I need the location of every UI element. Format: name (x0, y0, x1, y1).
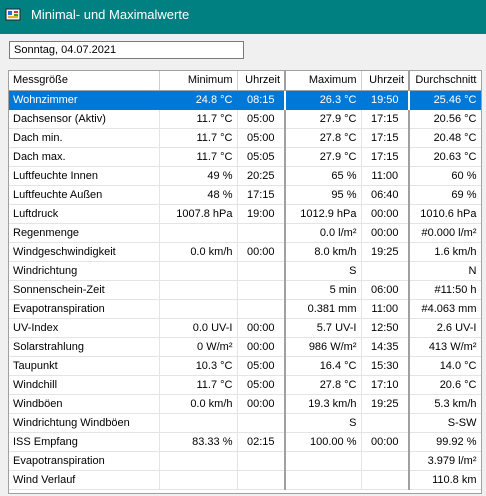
average-value: #11:50 h (409, 280, 481, 299)
table-row[interactable] (9, 394, 481, 413)
min-value: 49 % (159, 166, 237, 185)
max-value: 27.8 °C (285, 128, 361, 147)
average-value: #4.063 mm (409, 299, 481, 318)
min-value: 10.3 °C (159, 356, 237, 375)
measure-name: Luftfeuchte Innen (9, 166, 159, 185)
measure-name: Dach min. (9, 128, 159, 147)
max-value (285, 470, 361, 489)
max-value: 95 % (285, 185, 361, 204)
min-value: 11.7 °C (159, 109, 237, 128)
min-time: 05:00 (237, 375, 285, 394)
average-value: #0.000 l/m² (409, 223, 481, 242)
table-row[interactable] (9, 375, 481, 394)
max-time (361, 451, 409, 470)
min-time: 05:00 (237, 109, 285, 128)
measure-name: Windchill (9, 375, 159, 394)
table-row[interactable] (9, 318, 481, 337)
measure-name: Dachsensor (Aktiv) (9, 109, 159, 128)
max-value: 26.3 °C (285, 90, 361, 109)
max-time: 17:15 (361, 147, 409, 166)
min-value (159, 261, 237, 280)
table-row[interactable] (9, 280, 481, 299)
column-header-minimum[interactable]: Minimum (159, 71, 237, 90)
average-value: 69 % (409, 185, 481, 204)
table-row[interactable] (9, 185, 481, 204)
max-time: 15:30 (361, 356, 409, 375)
max-time (361, 413, 409, 432)
date-field[interactable]: Sonntag, 04.07.2021 (9, 41, 244, 59)
min-value (159, 413, 237, 432)
column-header-uhrzeit-min[interactable]: Uhrzeit (237, 71, 285, 90)
max-value: 0.0 l/m² (285, 223, 361, 242)
max-value: 100.00 % (285, 432, 361, 451)
min-time: 00:00 (237, 242, 285, 261)
average-value: 413 W/m² (409, 337, 481, 356)
min-time: 20:25 (237, 166, 285, 185)
min-time: 00:00 (237, 394, 285, 413)
max-value: S (285, 261, 361, 280)
average-value: 20.48 °C (409, 128, 481, 147)
min-time: 08:15 (237, 90, 285, 109)
min-time: 00:00 (237, 318, 285, 337)
table-row[interactable] (9, 223, 481, 242)
table-row[interactable] (9, 242, 481, 261)
table-header (9, 71, 481, 90)
min-time: 05:00 (237, 356, 285, 375)
table-row[interactable] (9, 299, 481, 318)
max-time: 06:40 (361, 185, 409, 204)
values-grid (9, 71, 482, 490)
min-time (237, 261, 285, 280)
min-value (159, 280, 237, 299)
max-value: 27.9 °C (285, 147, 361, 166)
table-row[interactable] (9, 432, 481, 451)
min-value: 1007.8 hPa (159, 204, 237, 223)
min-value: 0 W/m² (159, 337, 237, 356)
table-row[interactable] (9, 413, 481, 432)
max-time: 14:35 (361, 337, 409, 356)
measure-name: Luftfeuchte Außen (9, 185, 159, 204)
min-value: 83.33 % (159, 432, 237, 451)
table-row[interactable] (9, 204, 481, 223)
average-value: 110.8 km (409, 470, 481, 489)
max-value: 27.8 °C (285, 375, 361, 394)
min-value: 0.0 UV-I (159, 318, 237, 337)
max-time: 00:00 (361, 204, 409, 223)
average-value: N (409, 261, 481, 280)
min-value: 48 % (159, 185, 237, 204)
average-value: 3.979 l/m² (409, 451, 481, 470)
min-time: 00:00 (237, 337, 285, 356)
max-time: 17:15 (361, 128, 409, 147)
max-value: 16.4 °C (285, 356, 361, 375)
min-time (237, 280, 285, 299)
min-value: 0.0 km/h (159, 242, 237, 261)
average-value: S-SW (409, 413, 481, 432)
measure-name: Evapotranspiration (9, 299, 159, 318)
min-value (159, 451, 237, 470)
max-time (361, 261, 409, 280)
min-time: 19:00 (237, 204, 285, 223)
average-value: 20.63 °C (409, 147, 481, 166)
average-value: 5.3 km/h (409, 394, 481, 413)
max-time: 06:00 (361, 280, 409, 299)
column-header-uhrzeit-max[interactable]: Uhrzeit (361, 71, 409, 90)
min-max-table[interactable] (8, 70, 482, 494)
max-value: 0.381 mm (285, 299, 361, 318)
measure-name: Evapotranspiration (9, 451, 159, 470)
min-value: 11.7 °C (159, 147, 237, 166)
column-header-messgroesse[interactable]: Messgröße (9, 71, 159, 90)
table-row[interactable] (9, 90, 481, 109)
max-time: 19:25 (361, 242, 409, 261)
table-row[interactable] (9, 166, 481, 185)
min-value (159, 299, 237, 318)
min-time: 05:00 (237, 128, 285, 147)
weather-station-icon (5, 6, 22, 23)
average-value: 99.92 % (409, 432, 481, 451)
min-time (237, 299, 285, 318)
measure-name: Windrichtung (9, 261, 159, 280)
measure-name: Sonnenschein-Zeit (9, 280, 159, 299)
average-value: 20.56 °C (409, 109, 481, 128)
measure-name: Windgeschwindigkeit (9, 242, 159, 261)
average-value: 1010.6 hPa (409, 204, 481, 223)
table-row[interactable] (9, 261, 481, 280)
measure-name: Solarstrahlung (9, 337, 159, 356)
min-time (237, 470, 285, 489)
measure-name: Taupunkt (9, 356, 159, 375)
column-header-maximum[interactable]: Maximum (285, 71, 361, 90)
min-time: 05:05 (237, 147, 285, 166)
max-value: 5 min (285, 280, 361, 299)
max-time: 00:00 (361, 432, 409, 451)
table-row[interactable] (9, 451, 481, 470)
max-value: 986 W/m² (285, 337, 361, 356)
measure-name: Wohnzimmer (9, 90, 159, 109)
measure-name: Windböen (9, 394, 159, 413)
min-time (237, 451, 285, 470)
max-time: 11:00 (361, 166, 409, 185)
table-row[interactable] (9, 470, 481, 489)
average-value: 20.6 °C (409, 375, 481, 394)
measure-name: Windrichtung Windböen (9, 413, 159, 432)
min-value: 24.8 °C (159, 90, 237, 109)
measure-name: ISS Empfang (9, 432, 159, 451)
min-time (237, 413, 285, 432)
min-time: 02:15 (237, 432, 285, 451)
max-value (285, 451, 361, 470)
max-time: 17:10 (361, 375, 409, 394)
table-row[interactable] (9, 128, 481, 147)
table-row[interactable] (9, 109, 481, 128)
table-row[interactable] (9, 337, 481, 356)
min-value: 0.0 km/h (159, 394, 237, 413)
max-time: 11:00 (361, 299, 409, 318)
average-value: 2.6 UV-I (409, 318, 481, 337)
max-value: 5.7 UV-I (285, 318, 361, 337)
max-value: 1012.9 hPa (285, 204, 361, 223)
max-value: 65 % (285, 166, 361, 185)
min-value: 11.7 °C (159, 375, 237, 394)
max-time: 00:00 (361, 223, 409, 242)
average-value: 25.46 °C (409, 90, 481, 109)
min-time (237, 223, 285, 242)
table-row[interactable] (9, 356, 481, 375)
measure-name: Wind Verlauf (9, 470, 159, 489)
max-time: 19:50 (361, 90, 409, 109)
min-value: 11.7 °C (159, 128, 237, 147)
measure-name: Dach max. (9, 147, 159, 166)
average-value: 60 % (409, 166, 481, 185)
max-value: 8.0 km/h (285, 242, 361, 261)
window-title: Minimal- und Maximalwerte (31, 6, 190, 22)
min-value (159, 223, 237, 242)
table-row[interactable] (9, 147, 481, 166)
measure-name: Luftdruck (9, 204, 159, 223)
title-bar[interactable] (0, 0, 486, 34)
column-header-durchschnitt[interactable]: Durchschnitt (409, 71, 481, 90)
min-time: 17:15 (237, 185, 285, 204)
max-time: 17:15 (361, 109, 409, 128)
max-time: 12:50 (361, 318, 409, 337)
max-value: S (285, 413, 361, 432)
max-time: 19:25 (361, 394, 409, 413)
measure-name: UV-Index (9, 318, 159, 337)
max-value: 19.3 km/h (285, 394, 361, 413)
average-value: 1.6 km/h (409, 242, 481, 261)
max-value: 27.9 °C (285, 109, 361, 128)
measure-name: Regenmenge (9, 223, 159, 242)
min-value (159, 470, 237, 489)
average-value: 14.0 °C (409, 356, 481, 375)
max-time (361, 470, 409, 489)
